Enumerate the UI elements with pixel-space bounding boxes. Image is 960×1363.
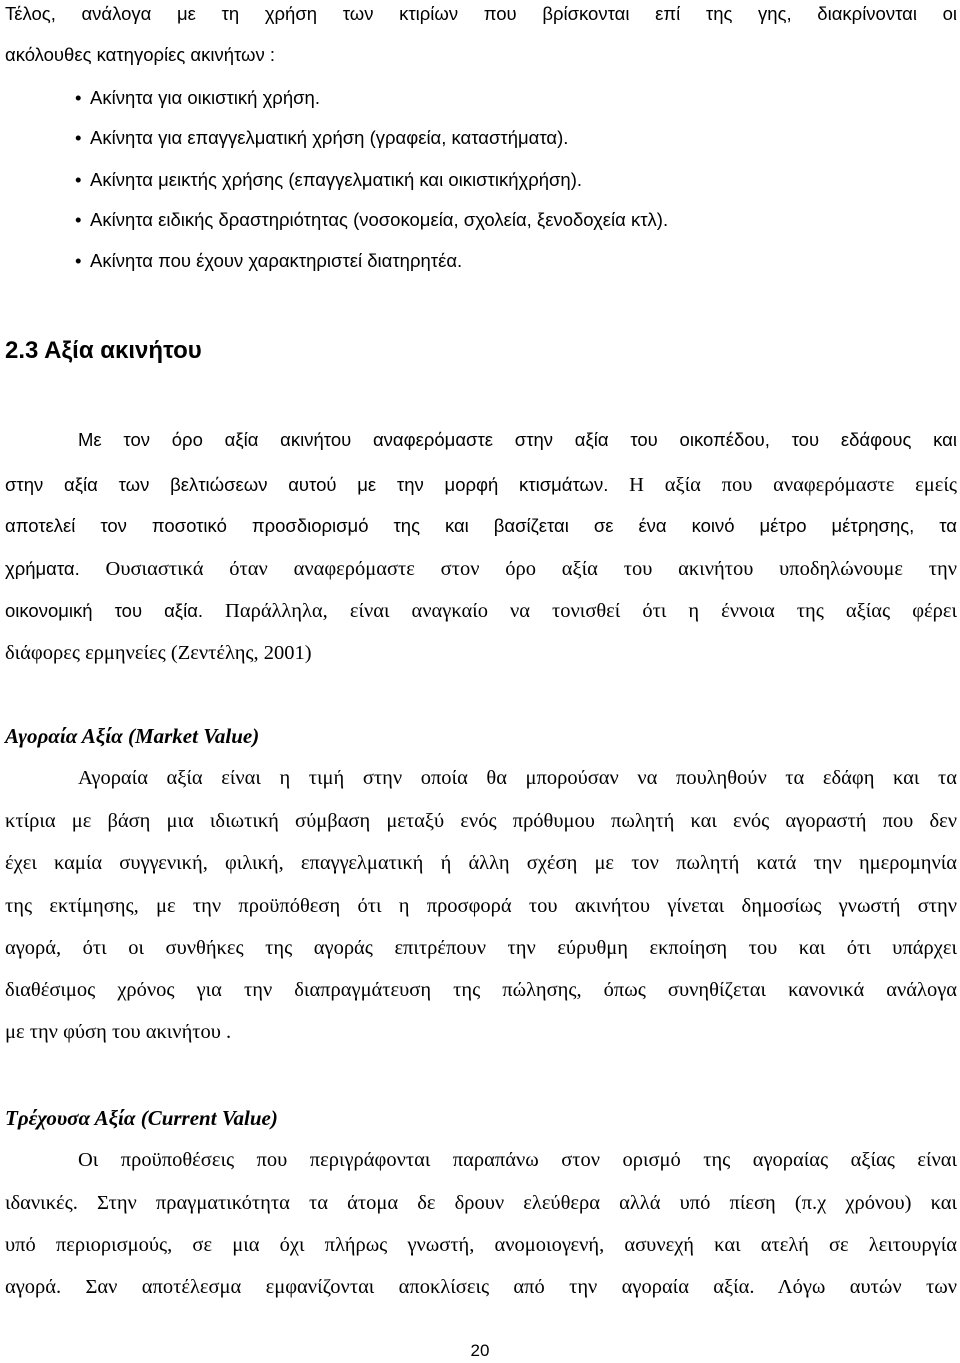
bullet-icon: • xyxy=(75,250,82,271)
section-heading: 2.3 Αξία ακινήτου xyxy=(5,337,202,364)
text-run: χρήματα. xyxy=(5,558,80,579)
intro-line-1: Τέλος, ανάλογα με τη χρήση των κτιρίων που βρίσκονται επί της γης, διακρίνονται οι xyxy=(5,3,957,24)
text-run: Η αξία που αναφερόμαστε εμείς xyxy=(608,474,957,496)
page-number: 20 xyxy=(470,1341,490,1360)
text-run: οικονομική του αξία. xyxy=(5,600,204,621)
paragraph-line: Με τον όρο αξία ακινήτου αναφερόμαστε στην αξία του οικοπέδου, του εδάφους και xyxy=(78,429,957,450)
intro-line-2: ακόλουθες κατηγορίες ακινήτων : xyxy=(5,44,276,65)
list-item-text: Ακίνητα ειδικής δραστηριότητας (νοσοκομεία, σχολεία, ξενοδοχεία κτλ). xyxy=(90,209,669,230)
text-run: Λόγω αυτών των xyxy=(754,1276,957,1298)
bullet-icon: • xyxy=(75,209,82,230)
paragraph-line: Οι προϋποθέσεις που περιγράφονται παραπάνω στον ορισμό της αγοραίας αξίας είναι xyxy=(78,1149,957,1171)
paragraph-line: κτίρια με βάση μια ιδιωτική σύμβαση μεταξύ ενός πρόθυμου πωλητή και ενός αγοραστή που δεν xyxy=(5,810,957,832)
paragraph-line: με την φύση του ακινήτου . xyxy=(5,1021,232,1043)
text-run: Παράλληλα, είναι αναγκαίο να τονισθεί ότι η έννοια της αξίας φέρει xyxy=(203,600,957,622)
bullet-icon: • xyxy=(75,127,82,148)
text-run: στην αξία των βελτιώσεων αυτού με την μορφή κτισμάτων. xyxy=(5,474,609,495)
list-item xyxy=(75,171,582,190)
paragraph-line: διάφορες ερμηνείες (Ζεντέλης, 2001) xyxy=(5,642,312,664)
text-run: Σαν αποτέλεσμα εμφανίζονται αποκλίσεις από την αγοραία αξία. xyxy=(61,1276,755,1298)
paragraph-line xyxy=(5,475,957,496)
bullet-icon: • xyxy=(75,169,82,190)
list-item-text: Ακίνητα για οικιστική χρήση. xyxy=(90,87,320,108)
list-item xyxy=(75,211,668,230)
list-item-text: Ακίνητα για επαγγελματική χρήση (γραφεία, καταστήματα). xyxy=(90,127,569,148)
paragraph-line: Αγοραία αξία είναι η τιμή στην οποία θα μπορούσαν να πουληθούν τα εδάφη και τα xyxy=(78,767,957,789)
market-value-title: Αγοραία Αξία (Market Value) xyxy=(5,724,260,748)
paragraph-line: υπό περιορισμούς, σε μια όχι πλήρως γνωστή, ανομοιογενή, ασυνεχή και ατελή σε λειτουργία xyxy=(5,1234,957,1256)
current-value-title: Τρέχουσα Αξία (Current Value) xyxy=(5,1106,278,1130)
paragraph-line xyxy=(5,1277,957,1298)
list-item xyxy=(75,252,462,271)
list-item-text: Ακίνητα που έχουν χαρακτηριστεί διατηρητέα. xyxy=(90,250,463,271)
list-item xyxy=(75,129,568,148)
paragraph-line: έχει καμία συγγενική, φιλική, επαγγελματική ή άλλη σχέση με τον πωλητή κατά την ημερομηνία xyxy=(5,852,957,874)
list-item-text: Ακίνητα μεικτής χρήσης (επαγγελματική και οικιστικήχρήση). xyxy=(90,169,583,190)
paragraph-line: της εκτίμησης, με την προϋπόθεση ότι η προσφορά του ακινήτου γίνεται δημοσίως γνωστή στην xyxy=(5,895,957,917)
paragraph-line xyxy=(5,601,957,622)
text-run: Ουσιαστικά όταν αναφερόμαστε στον όρο αξία του ακινήτου υποδηλώνουμε την xyxy=(79,558,957,580)
paragraph-line xyxy=(5,559,957,580)
text-run: ιδανικές. xyxy=(5,1192,78,1214)
paragraph-line xyxy=(5,1193,957,1214)
text-run: αγορά. xyxy=(5,1276,62,1298)
text-run: Στην πραγματικότητα τα άτομα δε δρουν ελεύθερα αλλά υπό πίεση (π.χ χρόνου) και xyxy=(77,1192,957,1214)
bullet-icon: • xyxy=(75,87,82,108)
paragraph-line: διαθέσιμος χρόνος για την διαπραγμάτευση της πώλησης, όπως συνηθίζεται κανονικά ανάλογα xyxy=(5,979,957,1001)
paragraph-line: αποτελεί τον ποσοτικό προσδιορισμό της και βασίζεται σε ένα κοινό μέτρο μέτρησης, τα xyxy=(5,515,957,536)
list-item xyxy=(75,89,320,108)
paragraph-line: αγορά, ότι οι συνθήκες της αγοράς επιτρέπουν την εύρυθμη εκποίηση του και ότι υπάρχει xyxy=(5,937,957,959)
